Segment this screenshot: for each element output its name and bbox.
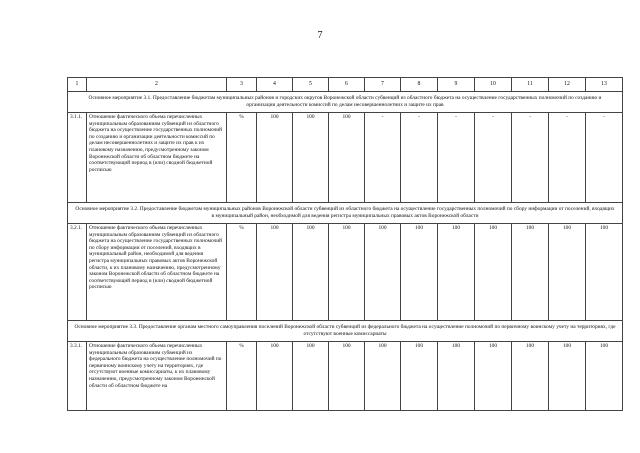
value-cell: 100	[475, 342, 512, 411]
value-cell: -	[438, 113, 475, 203]
column-header: 6	[329, 78, 365, 92]
value-cell: 100	[401, 342, 438, 411]
table-row	[68, 113, 623, 203]
column-header: 5	[293, 78, 329, 92]
unit-cell: %	[227, 342, 257, 411]
value-cell: 100	[512, 342, 549, 411]
value-cell: 100	[586, 342, 623, 411]
value-cell: 100	[293, 224, 329, 321]
section-row	[68, 203, 623, 224]
row-number: 3.1.1.	[68, 113, 87, 203]
column-header: 12	[549, 78, 586, 92]
indicator-description: Отношение фактического объема перечисленных муниципальным образованиям субвенций из областного бюджета на осуществление государственных полномочий по сбору информации от поселений, входящих в муниципальный район, необходимой для ведения регистра муниципальных правовых актов Воронежской области, к их плановому назначению, предусмотренному законом Воронежской области об областном бюджете на соответствующий период в (или) сводной бюджетной росписью	[87, 224, 227, 321]
section-title: Основное мероприятие 3.2. Предоставление бюджетам муниципальных районов Воронежской области субвенций из областного бюджета на осуществление государственных полномочий по сбору информации от поселений, входящих в муниципальный район, необходимой для ведения регистра муниципальных правовых актов Воронежской области	[68, 203, 623, 224]
value-cell: 100	[329, 224, 365, 321]
value-cell: 100	[257, 342, 293, 411]
table-row	[68, 224, 623, 321]
value-cell: -	[586, 113, 623, 203]
unit-cell: %	[227, 224, 257, 321]
table-header-row	[68, 78, 623, 92]
value-cell: -	[512, 113, 549, 203]
column-header: 2	[87, 78, 227, 92]
value-cell: 100	[257, 113, 293, 203]
value-cell: 100	[586, 224, 623, 321]
value-cell: 100	[329, 113, 365, 203]
section-title: Основное мероприятие 3.3. Предоставление органам местного самоуправления поселений Воронежской области субвенций из федерального бюджета на осуществление полномочий по первичному воинскому учету на территориях, где отсутствуют военные комиссариаты	[68, 321, 623, 342]
column-header: 3	[227, 78, 257, 92]
value-cell: -	[549, 113, 586, 203]
value-cell: 100	[475, 224, 512, 321]
column-header: 4	[257, 78, 293, 92]
value-cell: 100	[293, 342, 329, 411]
value-cell: 100	[438, 342, 475, 411]
value-cell: 100	[329, 342, 365, 411]
indicator-description: Отношение фактического объема перечисленных муниципальным образованиям субвенций из областного бюджета на осуществление государственных полномочий по созданию и организации деятельности комиссий по делам несовершеннолетних и защите их прав к их плановому назначению, предусмотренному законом Воронежской области об областном бюджете на соответствующий период в (или) сводной бюджетной росписью	[87, 113, 227, 203]
column-header: 7	[365, 78, 401, 92]
row-number: 3.2.1.	[68, 224, 87, 321]
page-number: 7	[317, 30, 323, 41]
column-header: 11	[512, 78, 549, 92]
value-cell: -	[475, 113, 512, 203]
value-cell: -	[365, 113, 401, 203]
indicators-table	[67, 77, 623, 411]
section-row	[68, 92, 623, 113]
table-row	[68, 342, 623, 411]
value-cell: 100	[549, 342, 586, 411]
indicator-description: Отношение фактического объема перечисленных муниципальным образованиям субвенций из федерального бюджета на осуществление полномочий по первичному воинскому учету на территориях, где отсутствуют военные комиссариаты, к их плановому назначению, предусмотренному законом Воронежской области об областном бюджете на	[87, 342, 227, 411]
value-cell: 100	[365, 342, 401, 411]
column-header: 10	[475, 78, 512, 92]
section-title: Основное мероприятие 3.1. Предоставление бюджетам муниципальных районов и городских округов Воронежской области субвенций из областного бюджета на осуществление государственных полномочий по созданию и организации деятельности комиссий по делам несовершеннолетних и защите их прав	[68, 92, 623, 113]
value-cell: 100	[365, 224, 401, 321]
value-cell: -	[401, 113, 438, 203]
value-cell: 100	[512, 224, 549, 321]
column-header: 9	[438, 78, 475, 92]
value-cell: 100	[549, 224, 586, 321]
section-row	[68, 321, 623, 342]
column-header: 1	[68, 78, 87, 92]
column-header: 8	[401, 78, 438, 92]
row-number: 3.3.1.	[68, 342, 87, 411]
value-cell: 100	[257, 224, 293, 321]
column-header: 13	[586, 78, 623, 92]
value-cell: 100	[293, 113, 329, 203]
value-cell: 100	[401, 224, 438, 321]
unit-cell: %	[227, 113, 257, 203]
value-cell: 100	[438, 224, 475, 321]
